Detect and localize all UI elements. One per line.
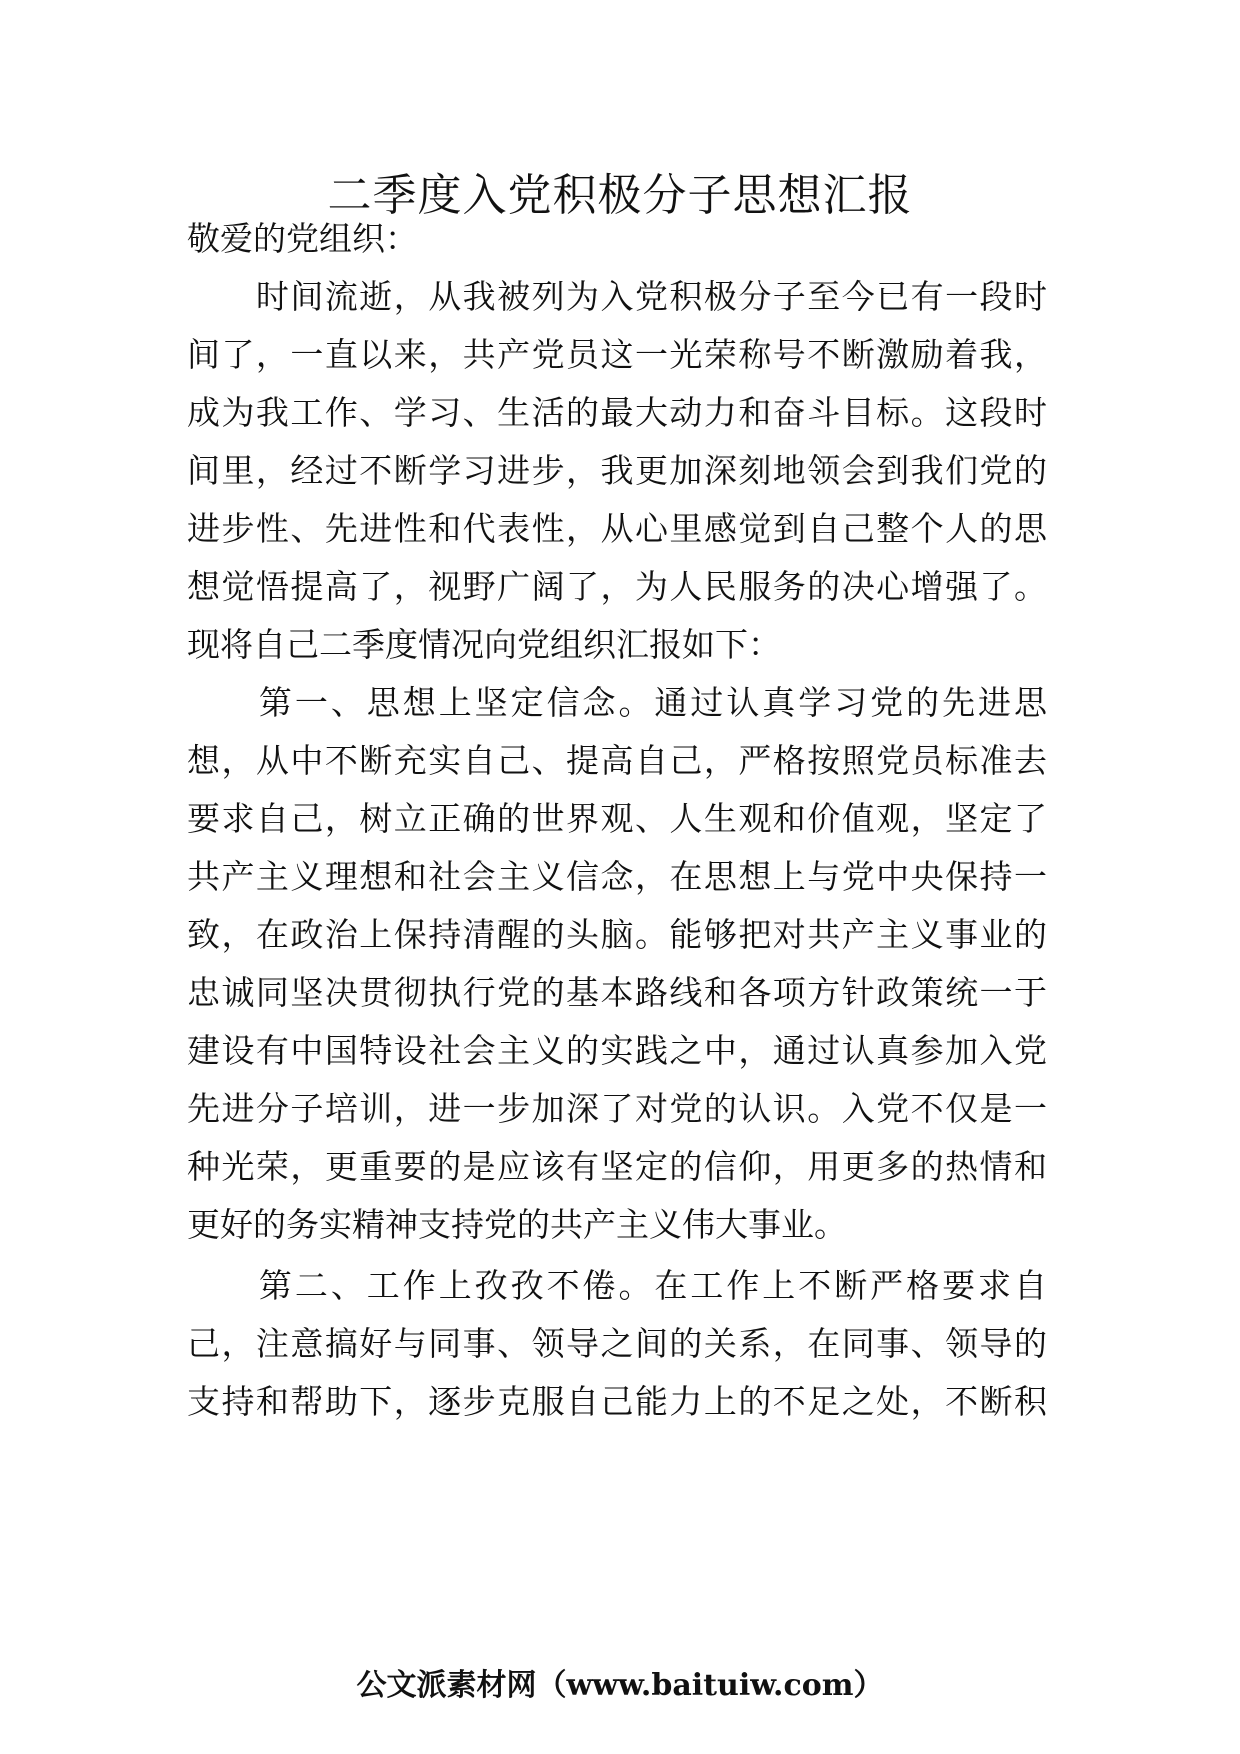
body-line: 要求自己，树立正确的世界观、人生观和价值观，坚定了 xyxy=(187,799,1047,838)
body-line: 先进分子培训，进一步加深了对党的认识。入党不仅是一 xyxy=(187,1089,1047,1128)
body-line: 支持和帮助下，逐步克服自己能力上的不足之处，不断积 xyxy=(187,1382,1047,1421)
document-title: 二季度入党积极分子思想汇报 xyxy=(327,170,913,221)
body-line: 时间流逝，从我被列为入党积极分子至今已有一段时 xyxy=(187,277,1047,316)
body-line: 共产主义理想和社会主义信念，在思想上与党中央保持一 xyxy=(187,857,1047,896)
body-line: 间里，经过不断学习进步，我更加深刻地领会到我们党的 xyxy=(187,451,1047,490)
body-line: 致，在政治上保持清醒的头脑。能够把对共产主义事业的 xyxy=(187,915,1047,954)
page-footer: 公文派素材网（www.baituiw.com） xyxy=(356,1668,884,1703)
body-line: 想觉悟提高了，视野广阔了，为人民服务的决心增强了。 xyxy=(187,567,1047,606)
body-line: 进步性、先进性和代表性，从心里感觉到自己整个人的思 xyxy=(187,509,1047,548)
salutation: 敬爱的党组织： xyxy=(187,219,418,258)
body-line: 间了，一直以来，共产党员这一光荣称号不断激励着我， xyxy=(187,335,1047,374)
body-line: 成为我工作、学习、生活的最大动力和奋斗目标。这段时 xyxy=(187,393,1047,432)
body-line: 种光荣，更重要的是应该有坚定的信仰，用更多的热情和 xyxy=(187,1147,1047,1186)
body-line: 建设有中国特设社会主义的实践之中，通过认真参加入党 xyxy=(187,1031,1047,1070)
body-line: 更好的务实精神支持党的共产主义伟大事业。 xyxy=(187,1205,847,1244)
body-line: 第一、思想上坚定信念。通过认真学习党的先进思 xyxy=(187,683,1047,722)
body-line: 想，从中不断充实自己、提高自己，严格按照党员标准去 xyxy=(187,741,1047,780)
body-line: 第二、工作上孜孜不倦。在工作上不断严格要求自 xyxy=(187,1266,1047,1305)
body-line: 己，注意搞好与同事、领导之间的关系，在同事、领导的 xyxy=(187,1324,1047,1363)
body-line: 忠诚同坚决贯彻执行党的基本路线和各项方针政策统一于 xyxy=(187,973,1047,1012)
body-line: 现将自己二季度情况向党组织汇报如下： xyxy=(187,625,781,664)
